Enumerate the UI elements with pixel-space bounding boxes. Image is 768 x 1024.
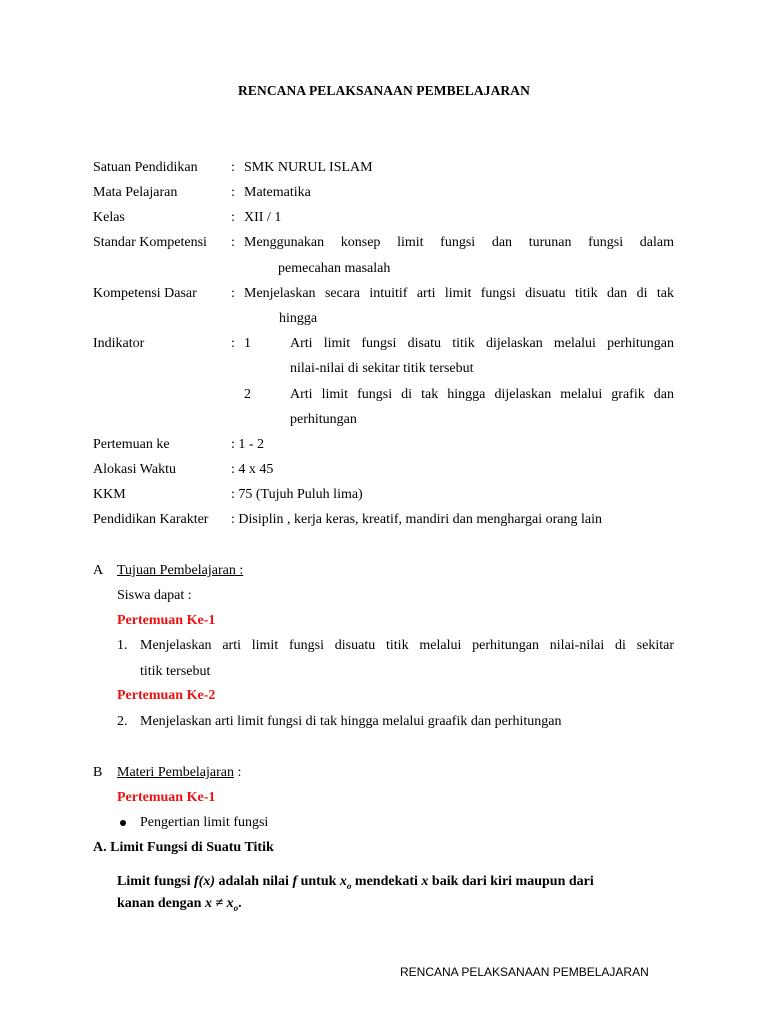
label-indikator: Indikator xyxy=(93,336,145,351)
page-footer: RENCANA PELAKSANAAN PEMBELAJARAN xyxy=(400,965,649,979)
bullet-icon xyxy=(120,820,126,826)
value-pertemuan: : 1 - 2 xyxy=(231,437,265,452)
definition-text xyxy=(117,873,677,917)
meeting-label: Pertemuan Ke-1 xyxy=(117,613,216,628)
value-standar-kompetensi-cont: pemecahan masalah xyxy=(278,261,391,276)
list-item: Menjelaskan arti limit fungsi disuatu titik melalui perhitungan nilai-nilai di sekitar xyxy=(140,638,674,653)
value-pendidikan-karakter: : Disiplin , kerja keras, kreatif, mandiri dan menghargai orang lain xyxy=(231,512,603,527)
indicator-text: Arti limit fungsi disatu titik dijelaskan melalui perhitungan xyxy=(290,336,674,351)
label-mata-pelajaran: Mata Pelajaran xyxy=(93,185,178,200)
section-letter: B xyxy=(93,765,103,780)
indicator-text-cont: perhitungan xyxy=(290,412,357,427)
list-number: 1. xyxy=(117,638,128,653)
text-run: mendekati xyxy=(351,874,422,889)
value-kompetensi-dasar: Menjelaskan secara intuitif arti limit fungsi disuatu titik dan di tak xyxy=(244,286,674,301)
label-alokasi-waktu: Alokasi Waktu xyxy=(93,462,176,477)
list-item: Menjelaskan arti limit fungsi di tak hingga melalui graafik dan perhitungan xyxy=(140,714,562,729)
text-run: Limit fungsi xyxy=(117,874,195,889)
label-kompetensi-dasar: Kompetensi Dasar xyxy=(93,286,197,301)
math-fx: f(x) xyxy=(194,874,216,889)
text-run: adalah nilai xyxy=(215,874,293,889)
definition-line xyxy=(117,873,677,895)
section-heading-wrap xyxy=(117,763,241,783)
label-pertemuan: Pertemuan ke xyxy=(93,437,170,452)
section-intro: Siswa dapat : xyxy=(117,588,192,603)
math-x: x xyxy=(339,874,347,889)
list-number: 2. xyxy=(117,714,128,729)
math-subscript: o xyxy=(346,880,352,891)
indicator-number: 1 xyxy=(244,336,251,351)
text-run: untuk xyxy=(297,874,340,889)
value-kompetensi-dasar-cont: hingga xyxy=(279,311,318,326)
meeting-label: Pertemuan Ke-2 xyxy=(117,688,216,703)
indicator-number: 2 xyxy=(244,387,251,402)
value-standar-kompetensi: Menggunakan konsep limit fungsi dan turunan fungsi dalam xyxy=(244,235,674,250)
value-alokasi-waktu: : 4 x 45 xyxy=(231,462,274,477)
colon: : xyxy=(231,235,235,250)
colon: : xyxy=(231,160,235,175)
definition-line xyxy=(117,895,677,917)
value-mata-pelajaran: Matematika xyxy=(244,185,311,200)
value-satuan-pendidikan: SMK NURUL ISLAM xyxy=(244,160,373,175)
meeting-label: Pertemuan Ke-1 xyxy=(117,790,216,805)
value-kkm: : 75 (Tujuh Puluh lima) xyxy=(231,487,363,502)
label-satuan-pendidikan: Satuan Pendidikan xyxy=(93,160,198,175)
indicator-text-cont: nilai-nilai di sekitar titik tersebut xyxy=(290,361,474,376)
section-heading-suffix: : xyxy=(234,765,242,780)
label-kkm: KKM xyxy=(93,487,126,502)
text-run: kanan dengan xyxy=(117,895,205,911)
label-pendidikan-karakter: Pendidikan Karakter xyxy=(93,512,209,527)
colon: : xyxy=(231,336,235,351)
colon: : xyxy=(231,210,235,225)
label-kelas: Kelas xyxy=(93,210,125,225)
colon: : xyxy=(231,185,235,200)
indicator-text: Arti limit fungsi di tak hingga dijelaskan melalui grafik dan xyxy=(290,387,674,402)
subsection-heading: A. Limit Fungsi di Suatu Titik xyxy=(93,840,274,855)
math-subscript: o xyxy=(233,902,239,913)
colon: : xyxy=(231,286,235,301)
math-f: f xyxy=(292,874,298,889)
section-letter: A xyxy=(93,563,104,578)
math-inequality: x ≠ x xyxy=(204,895,234,911)
text-run: . xyxy=(238,895,242,911)
document-title: RENCANA PELAKSANAAN PEMBELAJARAN xyxy=(238,83,530,98)
text-run: baik dari kiri maupun dari xyxy=(428,874,594,889)
value-kelas: XII / 1 xyxy=(244,210,282,225)
section-heading: Materi Pembelajaran xyxy=(117,765,235,780)
bullet-item: Pengertian limit fungsi xyxy=(140,815,269,830)
section-heading: Tujuan Pembelajaran : xyxy=(117,563,244,578)
list-item-cont: titik tersebut xyxy=(140,664,211,679)
label-standar-kompetensi: Standar Kompetensi xyxy=(93,235,207,250)
math-x: x xyxy=(421,874,429,889)
